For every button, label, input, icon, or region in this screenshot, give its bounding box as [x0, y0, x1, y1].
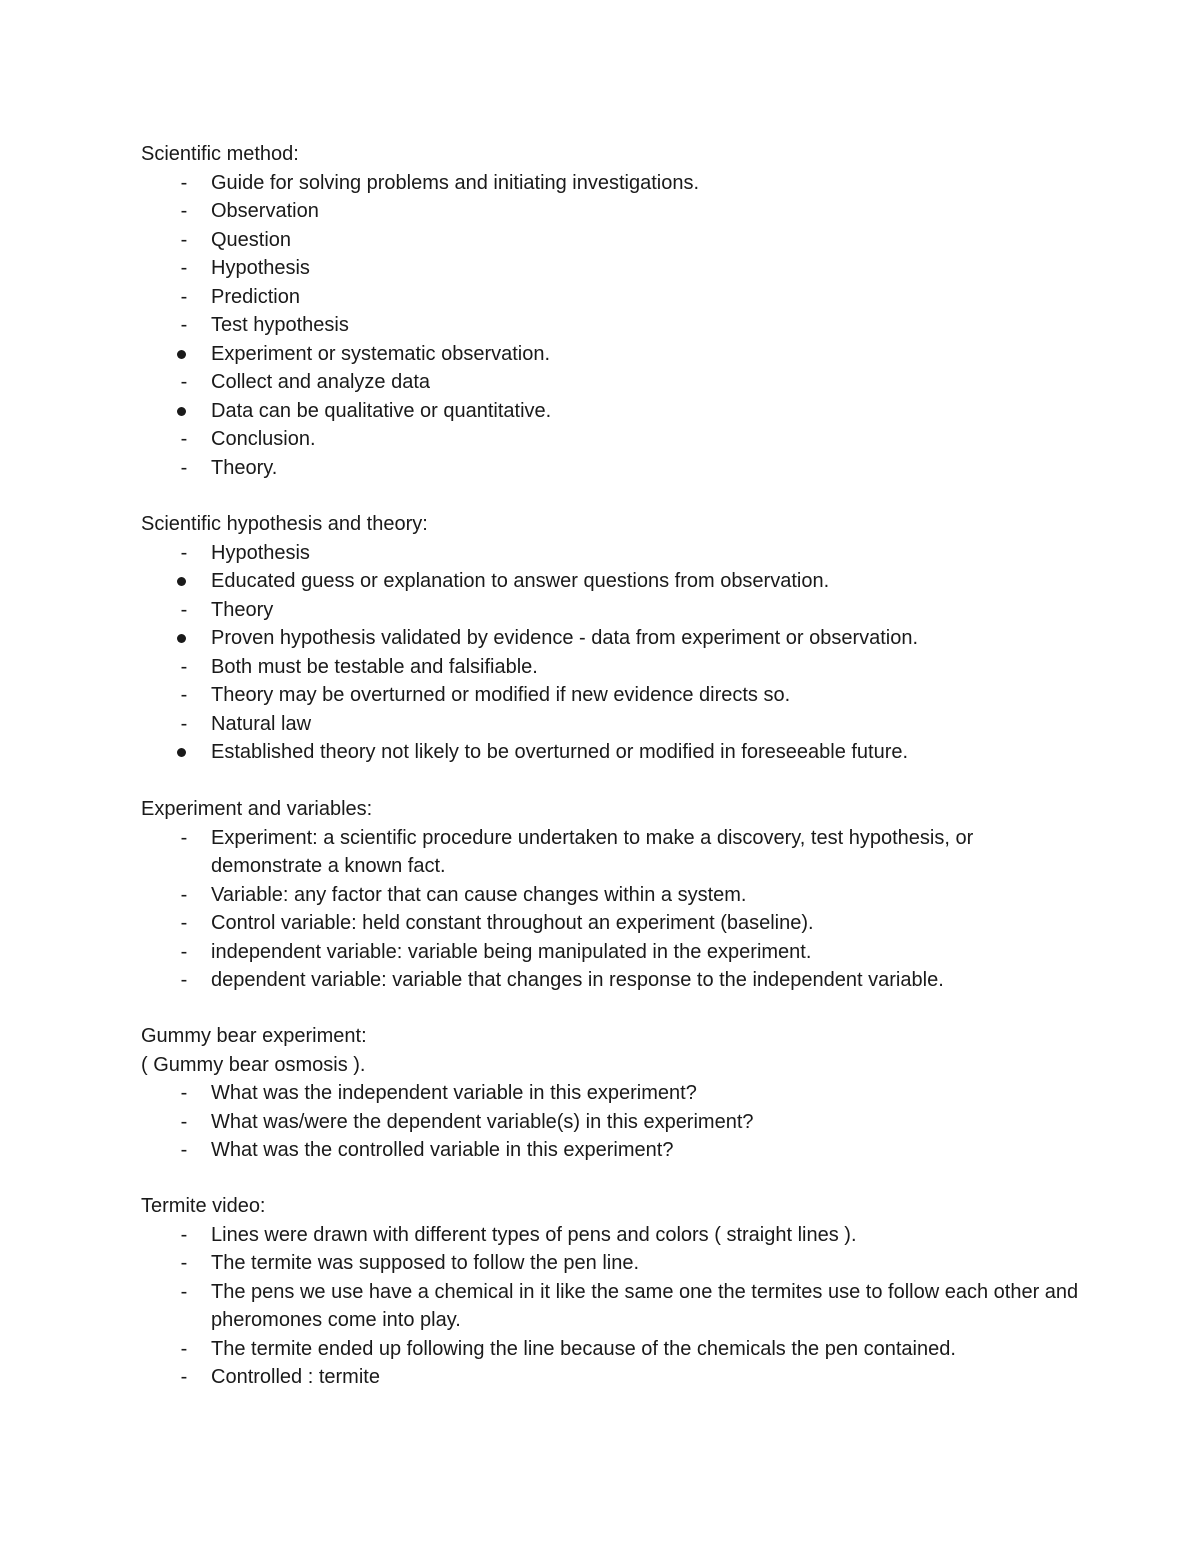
list-item: [141, 1278, 1081, 1335]
list-item-text: Question: [211, 228, 292, 251]
list-item: [141, 1079, 1081, 1108]
bullet-list: [141, 539, 1081, 767]
list-item: [141, 397, 1081, 426]
dash-marker: -: [180, 883, 188, 906]
list-item: [141, 539, 1081, 568]
section-heading: Gummy bear experiment:: [141, 1025, 367, 1047]
dash-marker: -: [180, 712, 188, 735]
list-item-text: What was the controlled variable in this experiment?: [211, 1139, 674, 1161]
section-heading: Termite video:: [141, 1195, 266, 1217]
dash-marker: -: [180, 598, 188, 621]
list-item: [141, 368, 1081, 397]
list-item-text: Both must be testable and falsifiable.: [211, 655, 538, 678]
list-item: [141, 681, 1081, 710]
dash-marker: -: [180, 228, 188, 251]
list-item-text: The pens we use have a chemical in it like the same one the termites use to follow each other and pheromones come into play.: [211, 1280, 1079, 1331]
list-item-text: Established theory not likely to be overturned or modified in foreseeable future.: [211, 741, 909, 763]
list-item-text: Lines were drawn with different types of pens and colors ( straight lines ).: [211, 1223, 857, 1246]
list-item-text: Experiment: a scientific procedure undertaken to make a discovery, test hypothesis, or demonstrate a known fact.: [211, 826, 974, 877]
bullet-dot-icon: [177, 634, 186, 643]
dash-marker: -: [180, 456, 188, 479]
list-item: [141, 653, 1081, 682]
list-item: [141, 1363, 1081, 1392]
dash-marker: -: [180, 912, 188, 934]
dash-marker: -: [180, 1337, 188, 1360]
section-termite-video: [141, 1192, 1081, 1392]
list-item-text: Natural law: [211, 712, 312, 735]
list-item: [141, 283, 1081, 312]
bullet-dot-icon: [177, 407, 186, 416]
list-item: [141, 169, 1081, 198]
list-item-text: Proven hypothesis validated by evidence - data from experiment or observation.: [211, 627, 919, 649]
list-item: [141, 1335, 1081, 1364]
section-experiment-variables: [141, 795, 1081, 995]
dash-marker: -: [180, 969, 188, 991]
list-item-text: Data can be qualitative or quantitative.: [211, 399, 552, 422]
section-heading: Experiment and variables:: [141, 798, 373, 820]
list-item: [141, 454, 1081, 483]
list-item: [141, 311, 1081, 340]
list-item-text: What was/were the dependent variable(s) in this experiment?: [211, 1110, 754, 1133]
dash-marker: -: [180, 1252, 188, 1274]
list-item: [141, 881, 1081, 910]
dash-marker: -: [180, 1110, 188, 1133]
list-item-text: Theory.: [211, 456, 278, 479]
dash-marker: -: [180, 1280, 188, 1303]
list-item-text: Collect and analyze data: [211, 371, 431, 393]
bullet-dot-icon: [177, 748, 186, 757]
dash-marker: -: [180, 314, 188, 336]
bullet-list: [141, 824, 1081, 995]
dash-marker: -: [180, 826, 188, 849]
section-subtitle: ( Gummy bear osmosis ).: [141, 1053, 366, 1076]
list-item-text: What was the independent variable in this experiment?: [211, 1082, 697, 1104]
dash-marker: -: [180, 171, 188, 194]
list-item: [141, 1108, 1081, 1137]
dash-marker: -: [180, 655, 188, 678]
bullet-dot-icon: [177, 577, 186, 586]
list-item-text: Experiment or systematic observation.: [211, 342, 551, 365]
dash-marker: -: [180, 940, 188, 963]
list-item: [141, 197, 1081, 226]
bullet-list: [141, 1221, 1081, 1392]
list-item: [141, 824, 1081, 881]
list-item-text: The termite ended up following the line because of the chemicals the pen contained.: [211, 1337, 956, 1360]
list-item: [141, 1136, 1081, 1165]
bullet-list: [141, 1079, 1081, 1165]
list-item-text: Test hypothesis: [211, 314, 349, 336]
list-item: [141, 710, 1081, 739]
list-item-text: Variable: any factor that can cause changes within a system.: [211, 883, 747, 906]
list-item: [141, 624, 1081, 653]
list-item: [141, 425, 1081, 454]
dash-marker: -: [180, 200, 188, 222]
list-item-text: dependent variable: variable that changes in response to the independent variable.: [211, 969, 944, 991]
list-item-text: Educated guess or explanation to answer questions from observation.: [211, 570, 830, 592]
list-item: [141, 966, 1081, 995]
list-item-text: Prediction: [211, 285, 300, 308]
list-item: [141, 1249, 1081, 1278]
list-item: [141, 254, 1081, 283]
list-item-text: Theory: [211, 598, 274, 621]
dash-marker: -: [180, 684, 188, 706]
list-item-text: Hypothesis: [211, 541, 310, 564]
list-item: [141, 567, 1081, 596]
dash-marker: -: [180, 428, 188, 450]
dash-marker: -: [180, 1139, 188, 1161]
list-item-text: Controlled : termite: [211, 1366, 380, 1388]
section-heading: Scientific method:: [141, 143, 299, 165]
list-item: [141, 738, 1081, 767]
list-item-text: Hypothesis: [211, 257, 310, 279]
dash-marker: -: [180, 257, 188, 279]
bullet-dot-icon: [177, 350, 186, 359]
list-item-text: Theory may be overturned or modified if new evidence directs so.: [211, 684, 791, 706]
dash-marker: -: [180, 1223, 188, 1246]
list-item: [141, 340, 1081, 369]
list-item: [141, 909, 1081, 938]
list-item: [141, 226, 1081, 255]
list-item-text: Guide for solving problems and initiating investigations.: [211, 171, 700, 194]
list-item-text: The termite was supposed to follow the pen line.: [211, 1252, 640, 1274]
section-heading: Scientific hypothesis and theory:: [141, 513, 428, 535]
dash-marker: -: [180, 371, 188, 393]
section-scientific-method: [141, 140, 1081, 482]
list-item-text: Observation: [211, 200, 319, 222]
section-hypothesis-theory: [141, 510, 1081, 767]
list-item: [141, 1221, 1081, 1250]
list-item: [141, 938, 1081, 967]
dash-marker: -: [180, 541, 188, 564]
bullet-list: [141, 169, 1081, 483]
dash-marker: -: [180, 285, 188, 308]
dash-marker: -: [180, 1366, 188, 1388]
list-item-text: Conclusion.: [211, 428, 316, 450]
list-item-text: Control variable: held constant throughout an experiment (baseline).: [211, 912, 814, 934]
dash-marker: -: [180, 1082, 188, 1104]
section-gummy-bear: [141, 1022, 1081, 1165]
list-item: [141, 596, 1081, 625]
list-item-text: independent variable: variable being manipulated in the experiment.: [211, 940, 812, 963]
